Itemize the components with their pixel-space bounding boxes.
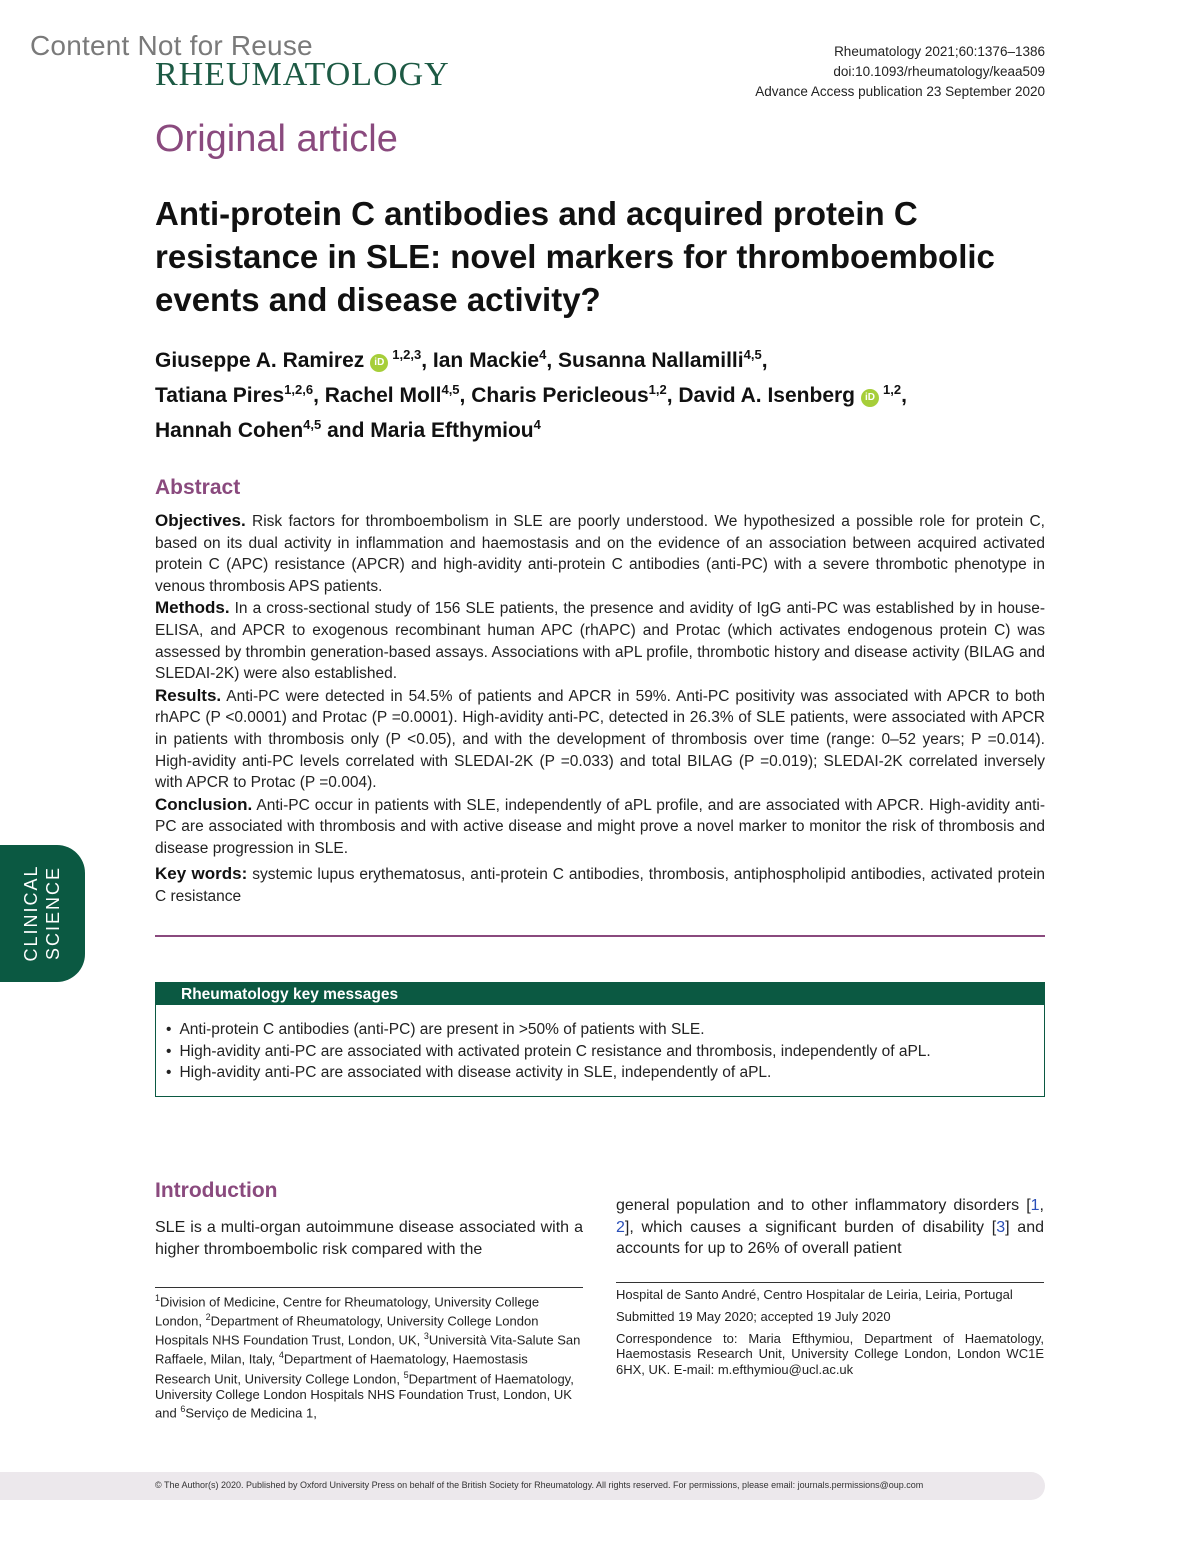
author-name[interactable]: Giuseppe A. Ramirez xyxy=(155,349,365,372)
author-name[interactable]: Tatiana Pires xyxy=(155,384,285,407)
keywords xyxy=(155,863,1045,908)
author-conjunction: and xyxy=(327,419,365,442)
author-name[interactable]: David A. Isenberg xyxy=(678,384,855,407)
affiliation-marker: 4 xyxy=(533,417,541,432)
doi-link[interactable]: doi:10.1093/rheumatology/keaa509 xyxy=(833,64,1045,79)
keywords-text: systemic lupus erythematosus, anti-protein C antibodies, thrombosis, antiphospholipid antibodies, activated protein C resistance xyxy=(155,866,1046,905)
submission-dates: Submitted 19 May 2020; accepted 19 July 2020 xyxy=(616,1308,891,1324)
abstract-objectives xyxy=(155,510,1045,597)
footnote-rule xyxy=(155,1287,583,1288)
section-side-tab xyxy=(0,845,85,982)
affiliation-marker: 4 xyxy=(539,347,547,362)
citation: Rheumatology 2021;60:1376–1386 xyxy=(834,44,1045,59)
orcid-icon[interactable]: iD xyxy=(370,354,388,372)
affiliation-text: Department of Haematology, Haemostasis Research Unit, University College London, xyxy=(155,1351,528,1386)
affiliation-text: Università Vita-Salute San Raffaele, Milan, Italy, xyxy=(155,1332,581,1367)
copyright-footer xyxy=(0,1472,1045,1500)
author-name[interactable]: Susanna Nallamilli xyxy=(558,349,744,372)
objectives-label: Objectives. xyxy=(155,511,246,530)
affiliation-number: 4 xyxy=(278,1350,284,1361)
intro-text: general population and to other inflammatory disorders [ xyxy=(616,1197,1031,1214)
journal-name: RHEUMATOLOGY xyxy=(155,56,450,93)
side-tab-label xyxy=(20,864,64,961)
affiliation-text: Serviço de Medicina 1, xyxy=(185,1405,317,1421)
author-name[interactable]: Hannah Cohen xyxy=(155,419,304,442)
correspondence: Correspondence to: Maria Efthymiou, Department of Haematology, Haemostasis Research Unit, University College London, London WC1E 6HX, UK. E-mail: m.efthymiou@ucl.ac.uk xyxy=(616,1330,1044,1378)
side-tab-line-2: SCIENCE xyxy=(43,866,63,961)
key-message-item: • Anti-protein C antibodies (anti-PC) are present in >50% of patients with SLE. xyxy=(166,1019,931,1041)
conclusion-text: Anti-PC occur in patients with SLE, independently of aPL profile, and are associated with APCR. High-avidity anti-PC are associated with thrombosis and with active disease and might prove a novel marker to monitor the risk of thrombosis and disease progression in SLE. xyxy=(155,796,1046,857)
affiliation-marker: 4,5 xyxy=(303,417,322,432)
affiliation-marker: 4,5 xyxy=(441,382,460,397)
abstract-conclusion xyxy=(155,794,1045,860)
results-label: Results. xyxy=(155,685,222,705)
affiliation-marker: 4,5 xyxy=(743,347,762,362)
affiliation-text: Division of Medicine, Centre for Rheumatology, University College London, xyxy=(155,1294,540,1329)
methods-text: In a cross-sectional study of 156 SLE patients, the presence and avidity of IgG anti-PC was established by in house-ELISA, and APCR to exogenous recombinant human APC (rhAPC) and Protac (which activates endogenous protein C) was assessed by thrombin generation-based assays. Associations with aPL profile, thrombotic history and disease activity (BILAG and SLEDAI-2K) were also established. xyxy=(155,600,1045,683)
citation-block xyxy=(755,42,1045,102)
citation-ref[interactable]: 1 xyxy=(1030,1197,1040,1214)
affiliation-marker: 1,2,3 xyxy=(392,347,422,362)
intro-text: ] and accounts for up to 26% of overall patient xyxy=(616,1218,1044,1258)
key-messages-box xyxy=(155,982,1045,1097)
introduction-right-column xyxy=(616,1195,1044,1260)
citation-ref[interactable]: 2 xyxy=(616,1218,625,1236)
article-title: Anti-protein C antibodies and acquired protein C resistance in SLE: novel markers for thromboembolic events and disease activity? xyxy=(155,195,995,318)
author-list: Giuseppe A. Ramirez iD$^{1,2,3}$, Ian Mackie$^4$, Susanna Nallamilli$^{4,5}$, Tatiana Pires$^{1,2,6}$, Rachel Moll$^{4,5}$, Charis Pericleous$^{1,2}$, David A. Isenberg iD$^{1,2}$, Hannah Cohen$^{4,5}$ and Maria Efthymiou$^4$ xyxy=(155,347,907,442)
affiliation-number: 1 xyxy=(155,1293,161,1303)
intro-text: , xyxy=(1039,1197,1044,1214)
introduction-heading: Introduction xyxy=(155,1179,278,1202)
footnote-right-column xyxy=(616,1287,1044,1384)
author-name[interactable]: Rachel Moll xyxy=(324,384,442,407)
abstract-methods xyxy=(155,597,1045,684)
affiliation-marker: 1,2,6 xyxy=(284,382,314,397)
affiliation-number: 5 xyxy=(403,1369,409,1380)
affiliation-number: 2 xyxy=(205,1312,211,1323)
keywords-label: Key words: xyxy=(155,864,248,883)
abstract-body xyxy=(155,510,1045,860)
affiliation-number: 6 xyxy=(180,1404,186,1415)
affiliation-text: Department of Rheumatology, University College London Hospitals NHS Foundation Trust, London, UK, xyxy=(155,1313,539,1348)
introduction-left-column: SLE is a multi-organ autoimmune disease associated with a higher thromboembolic risk compared with the xyxy=(155,1219,583,1258)
footnote-rule xyxy=(616,1282,1044,1283)
side-tab-line-1: CLINICAL xyxy=(21,864,41,962)
key-messages-list xyxy=(166,1019,931,1084)
objectives-text: Risk factors for thromboembolism in SLE are poorly understood. We hypothesized a possible role for protein C, based on its dual activity in inflammation and haemostasis and on the evidence of an association between acquired activated protein C (APC) resistance (APCR) and high-avidity anti-protein C antibodies (anti-PC) with a severe thrombotic phenotype in venous thrombosis APS patients. xyxy=(155,513,1045,595)
orcid-icon[interactable]: iD xyxy=(861,389,879,407)
author-name[interactable]: Maria Efthymiou xyxy=(370,419,534,442)
affiliation-text: Department of Haematology, University College London Hospitals NHS Foundation Trust, London, UK and xyxy=(155,1370,574,1421)
publication-date: Advance Access publication 23 September 2020 xyxy=(755,84,1045,99)
watermark: Content Not for Reuse xyxy=(30,30,313,61)
affiliation-marker: 1,2 xyxy=(648,382,667,397)
key-message-item: • High-avidity anti-PC are associated with disease activity in SLE, independently of aPL. xyxy=(166,1062,931,1084)
affiliation-number: 3 xyxy=(423,1331,429,1342)
abstract-heading: Abstract xyxy=(155,476,241,499)
affiliation-continued: Hospital de Santo André, Centro Hospitalar de Leiria, Leiria, Portugal xyxy=(616,1287,1013,1302)
article-type: Original article xyxy=(155,118,398,160)
author-name[interactable]: Ian Mackie xyxy=(432,349,540,372)
key-message-item: • High-avidity anti-PC are associated with activated protein C resistance and thrombosis, independently of aPL. xyxy=(166,1041,931,1063)
section-divider xyxy=(155,935,1045,937)
author-name[interactable]: Charis Pericleous xyxy=(471,384,649,407)
key-messages-heading: Rheumatology key messages xyxy=(156,983,1044,1005)
methods-label: Methods. xyxy=(155,598,230,618)
abstract-results xyxy=(155,685,1045,794)
conclusion-label: Conclusion. xyxy=(155,794,253,814)
affiliation-marker: 1,2 xyxy=(883,382,902,397)
affiliations-footnote xyxy=(155,1291,583,1422)
copyright-text: © The Author(s) 2020. Published by Oxford University Press on behalf of the British Society for Rheumatology. All rights reserved. For permissions, please email: journals.permissions@oup.com xyxy=(155,1480,924,1490)
citation-ref[interactable]: 3 xyxy=(996,1218,1006,1236)
results-text: Anti-PC were detected in 54.5% of patients and APCR in 59%. Anti-PC positivity was associated with APCR to both rhAPC (P <0.0001) and Protac (P =0.0001). High-avidity anti-PC, detected in 26.3% of SLE patients, were associated with APCR in patients with thrombosis only (P <0.05), and with the development of thrombosis over time (range: 0–52 years; P =0.014). High-avidity anti-PC levels correlated with SLEDAI-2K (P =0.033) and total BILAG (P =0.019); SLEDAI-2K correlated inversely with APCR to Protac (P =0.004). xyxy=(155,687,1046,792)
intro-text: ], which causes a significant burden of disability [ xyxy=(624,1218,997,1236)
